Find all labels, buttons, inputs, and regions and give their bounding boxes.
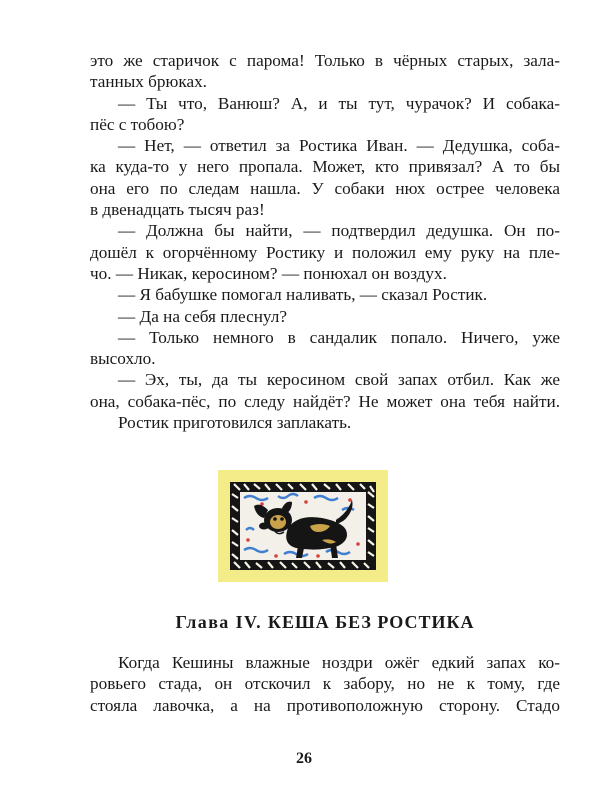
paragraph bbox=[90, 135, 560, 220]
chapter-text bbox=[90, 652, 560, 716]
text-line: стояла лавочка, а на противоположную сторону. Стадо bbox=[90, 695, 560, 715]
text-line: Когда Кешины влажные ноздри ожёг едкий запах ко- bbox=[118, 653, 560, 672]
paragraph bbox=[90, 412, 560, 433]
text-line: она, собака-пёс, по следу найдёт? Не может она тебя найти. bbox=[90, 391, 560, 411]
paragraph bbox=[90, 284, 560, 305]
page-number: 26 bbox=[296, 750, 312, 767]
text-line: — Только немного в сандалик попало. Ничего, уже bbox=[118, 327, 560, 347]
chapter-heading bbox=[90, 612, 560, 633]
text-line: она его по следам нашла. У собаки нюх острее человека bbox=[90, 178, 560, 198]
text-line: чо. — Никак, керосином? — понюхал он воздух. bbox=[90, 263, 447, 283]
text-line: — Да на себя плеснул? bbox=[118, 306, 287, 326]
text-line: — Должна бы найти, — подтвердил дедушка. Он по- bbox=[118, 221, 560, 241]
text-line: — Нет, — ответил за Ростика Иван. — Дедушка, соба- bbox=[118, 136, 560, 156]
paragraph bbox=[90, 652, 560, 716]
chapter-title: КЕША БЕЗ РОСТИКА bbox=[267, 612, 475, 632]
dog-illustration bbox=[218, 470, 388, 582]
paragraph bbox=[90, 327, 560, 370]
text-line: пёс с тобою? bbox=[90, 114, 185, 134]
text-line: это же старичок с парома! Только в чёрных старых, зала- bbox=[90, 51, 560, 70]
dog-picture bbox=[218, 470, 388, 582]
paragraph bbox=[90, 369, 560, 412]
text-line: танных брюках. bbox=[90, 72, 207, 92]
text-line: — Эх, ты, да ты керосином свой запах отбил. Как же bbox=[118, 370, 560, 390]
paragraph bbox=[90, 93, 560, 136]
paragraph bbox=[90, 220, 560, 284]
paragraph bbox=[90, 306, 560, 327]
paragraph bbox=[90, 50, 560, 93]
main-text bbox=[90, 50, 560, 433]
text-line: дошёл к огорчённому Ростику и положил ему руку на пле- bbox=[90, 242, 560, 262]
chapter-number: Глава IV. bbox=[175, 612, 262, 632]
text-line: Ростик приготовился заплакать. bbox=[118, 413, 352, 433]
text-line: — Я бабушке помогал наливать, — сказал Ростик. bbox=[118, 285, 488, 305]
text-line: ка куда-то у него пропала. Может, кто привязал? А то бы bbox=[90, 157, 560, 177]
text-line: ровьего стада, он отскочил к забору, но не к тому, где bbox=[90, 674, 560, 694]
text-line: высохло. bbox=[90, 349, 156, 369]
text-line: в двенадцать тысяч раз! bbox=[90, 200, 265, 220]
text-line: — Ты что, Ванюш? А, и ты тут, чурачок? И собака- bbox=[118, 93, 560, 113]
